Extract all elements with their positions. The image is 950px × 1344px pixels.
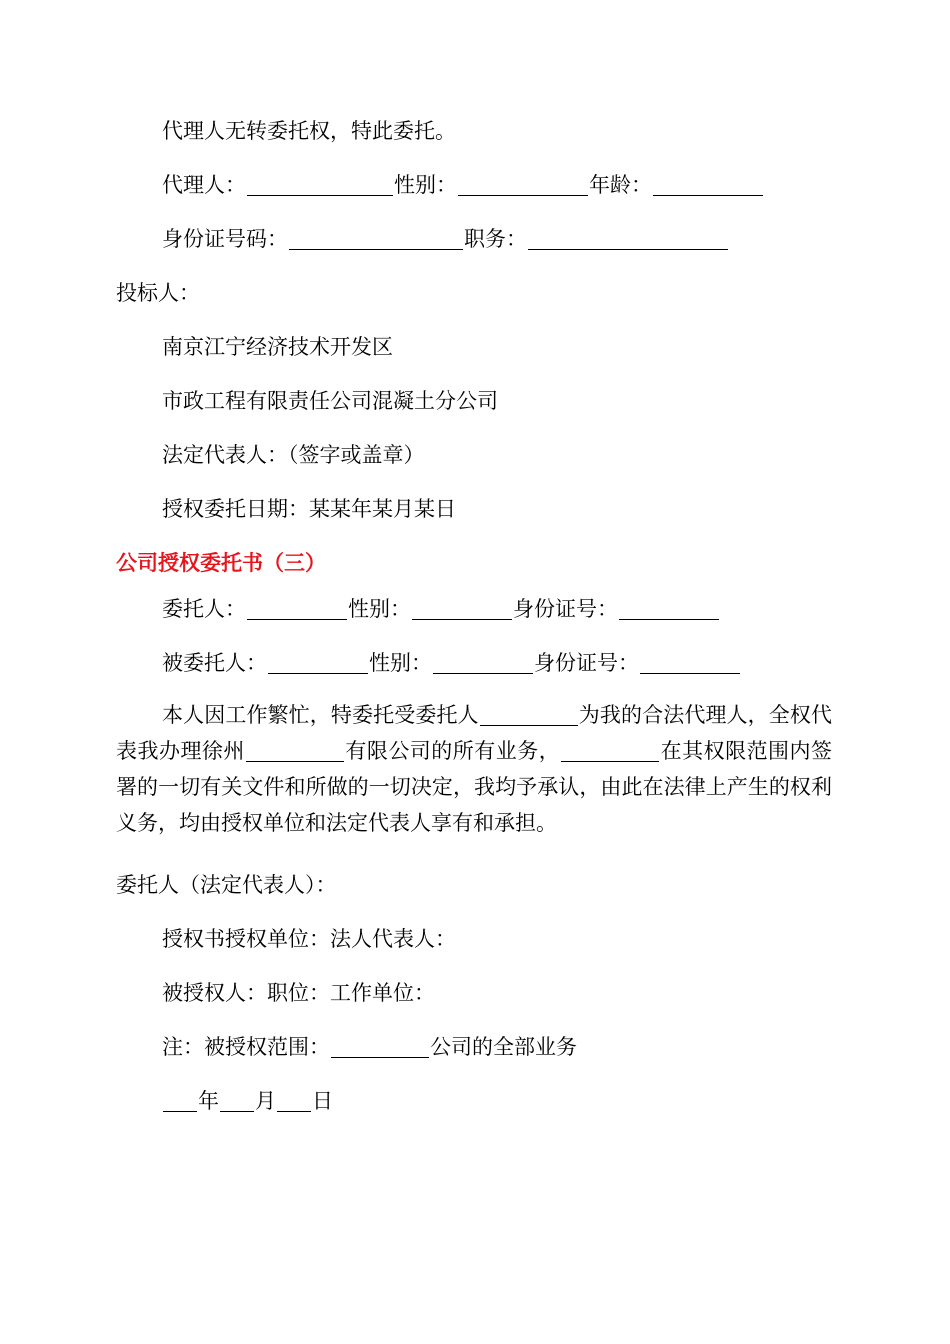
agent-info-line-2 [162, 649, 741, 677]
agent-name-blank-2 [561, 741, 659, 762]
age-blank [653, 175, 763, 196]
authorization-body-paragraph [116, 697, 832, 841]
gender-label: 性别： [394, 173, 457, 197]
legal-representative-line: 法定代表人：（签字或盖章） [162, 443, 425, 467]
day-label: 日 [312, 1089, 333, 1113]
principal-gender-label: 性别： [348, 597, 411, 621]
id-position-line [162, 225, 729, 253]
bidder-label: 投标人： [116, 281, 200, 305]
position-label: 职务： [464, 227, 527, 251]
id-number-blank [289, 229, 463, 250]
section-heading: 公司授权委托书（三） [116, 551, 326, 575]
body-text-2: 为我的合法代理人，全权代表我办理徐州 [116, 703, 833, 763]
principal-gender-blank [412, 599, 512, 620]
agent-gender-blank [433, 653, 533, 674]
year-label: 年 [198, 1089, 219, 1113]
principal-id-blank [619, 599, 719, 620]
authorization-date-line: 授权委托日期：某某年某月某日 [162, 497, 456, 521]
company-name-line-1: 南京江宁经济技术开发区 [162, 335, 393, 359]
trustee-blank [480, 705, 578, 726]
note-label: 注：被授权范围： [162, 1035, 330, 1059]
gender-blank [458, 175, 588, 196]
company-name-blank [246, 741, 344, 762]
note-suffix: 公司的全部业务 [430, 1035, 577, 1059]
principal-name-blank [247, 599, 347, 620]
scope-blank [331, 1037, 429, 1058]
principal-legal-representative: 委托人（法定代表人）： [116, 873, 337, 897]
month-blank [220, 1091, 254, 1112]
principal-id-label: 身份证号： [513, 597, 618, 621]
agent-gender-label: 性别： [369, 651, 432, 675]
agent-name-blank [247, 175, 393, 196]
company-name-line-2: 市政工程有限责任公司混凝土分公司 [162, 389, 498, 413]
date-line [162, 1087, 333, 1115]
principal-info-line [162, 595, 720, 623]
agent-label: 代理人： [162, 173, 246, 197]
month-label: 月 [255, 1089, 276, 1113]
no-transfer-clause: 代理人无转委托权，特此委托。 [162, 119, 456, 143]
authorized-agent-blank [268, 653, 368, 674]
authorization-unit-line: 授权书授权单位：法人代表人： [162, 927, 456, 951]
id-number-label: 身份证号码： [162, 227, 288, 251]
agent-info-line [162, 171, 764, 199]
agent-id-label: 身份证号： [534, 651, 639, 675]
note-scope-line [162, 1033, 577, 1061]
body-text-4: 在其权限范围内签署的一切有关文件和所做的一切决定，我均予承认，由此在法律上产生的权利义务，均由授权单位和法定代表人享有和承担。 [116, 739, 833, 835]
body-text-3: 有限公司的所有业务， [344, 739, 561, 763]
authorized-person-line: 被授权人：职位：工作单位： [162, 981, 435, 1005]
principal-label: 委托人： [162, 597, 246, 621]
position-blank [528, 229, 728, 250]
agent-id-blank [640, 653, 740, 674]
day-blank [277, 1091, 311, 1112]
body-text-1: 本人因工作繁忙，特委托受委托人 [162, 703, 479, 727]
age-label: 年龄： [589, 173, 652, 197]
authorized-agent-label: 被委托人： [162, 651, 267, 675]
year-blank [163, 1091, 197, 1112]
